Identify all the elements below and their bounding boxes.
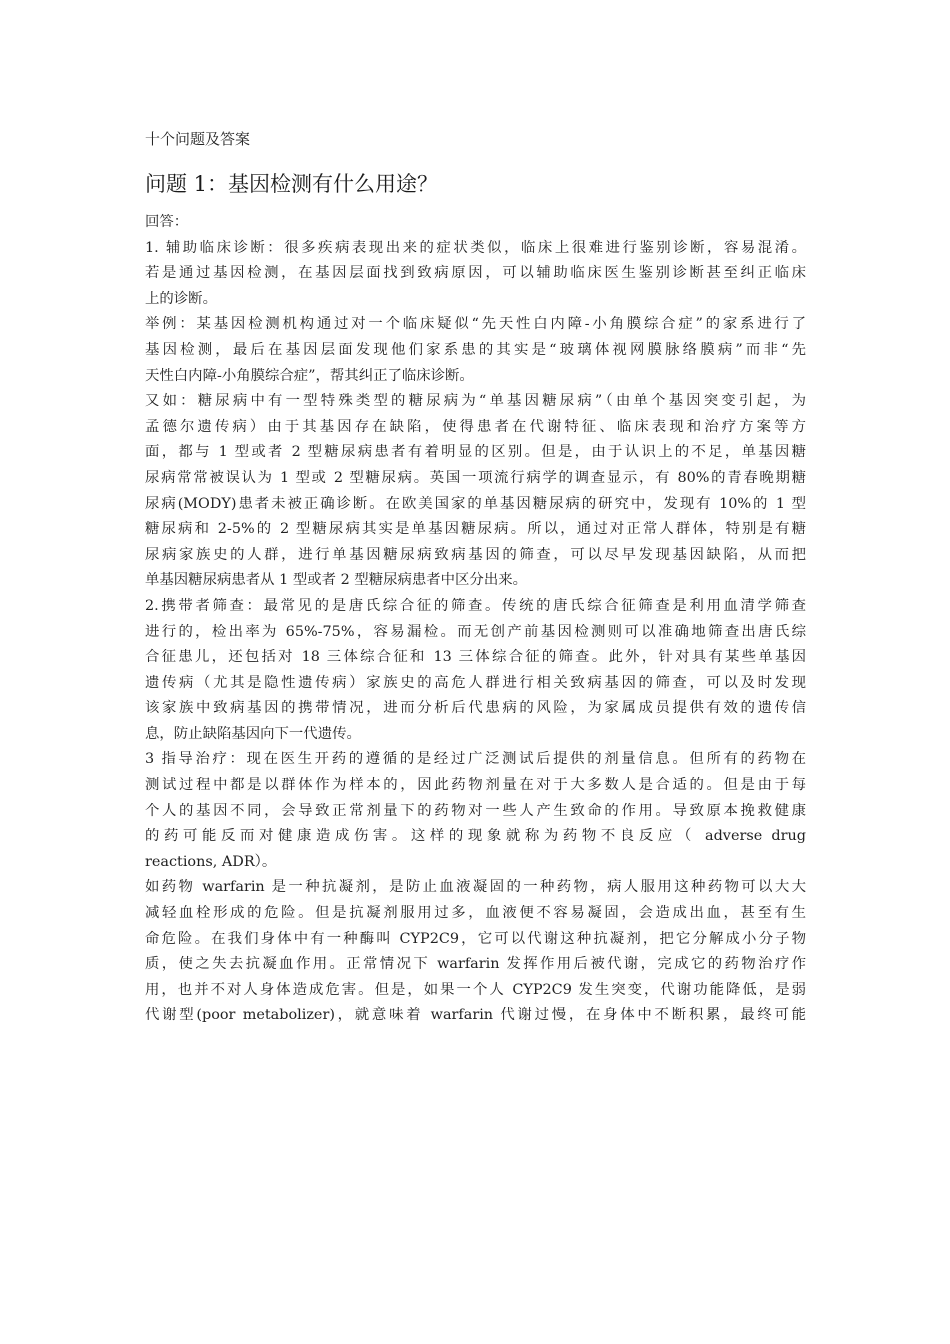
text-line: 遗传病（尤其是隐性遗传病）家族史的高危人群进行相关致病基因的筛查，可以及时发现: [145, 674, 806, 691]
text-line: 天性白内障-小角膜综合症”，帮其纠正了临床诊断。: [145, 367, 474, 384]
text-line: 上的诊断。: [145, 290, 217, 307]
answer-body: [145, 210, 806, 1029]
text-line: 3 指导治疗：现在医生开药的遵循的是经过广泛测试后提供的剂量信息。但所有的药物在: [145, 751, 806, 768]
text-line: 尿病家族史的人群，进行单基因糖尿病致病基因的筛查，可以尽早发现基因缺陷，从而把: [145, 546, 806, 563]
text-line: 若是通过基因检测，在基因层面找到致病原因，可以辅助临床医生鉴别诊断甚至纠正临床: [145, 265, 806, 282]
text-line: 如药物 warfarin 是一种抗凝剂，是防止血液凝固的一种药物，病人服用这种药物可以大大: [145, 879, 806, 896]
text-line: 的药可能反而对健康造成伤害。这样的现象就称为药物不良反应（ adverse drug: [145, 828, 806, 845]
text-line: 单基因糖尿病患者从 1 型或者 2 型糖尿病患者中区分出来。: [145, 572, 527, 589]
text-line: 息，防止缺陷基因向下一代遗传。: [145, 725, 361, 742]
text-line: 面，都与 1 型或者 2 型糖尿病患者有着明显的区别。但是，由于认识上的不足，单基因糖: [145, 444, 806, 461]
document-title: 十个问题及答案: [145, 130, 251, 148]
text-line: 用，也并不对人身体造成危害。但是，如果一个人 CYP2C9 发生突变，代谢功能降低，是弱: [145, 981, 806, 998]
text-line: 代谢型(poor metabolizer)，就意味着 warfarin 代谢过慢，在身体中不断积累，最终可能: [145, 1007, 806, 1024]
text-line: 测试过程中都是以群体作为样本的，因此药物剂量在对于大多数人是合适的。但是由于每: [145, 777, 806, 794]
text-line: 举例：某基因检测机构通过对一个临床疑似“先天性白内障-小角膜综合症”的家系进行了: [145, 316, 806, 333]
text-line: 又如：糖尿病中有一型特殊类型的糖尿病为“单基因糖尿病”（由单个基因突变引起，为: [145, 393, 806, 410]
text-line: 合征患儿，还包括对 18 三体综合征和 13 三体综合征的筛查。此外，针对具有某些单基因: [145, 649, 806, 666]
text-line: 尿病常常被误认为 1 型或 2 型糖尿病。英国一项流行病学的调查显示，有 80%的青春晚期糖: [145, 469, 806, 486]
text-line: 2.携带者筛查：最常见的是唐氏综合征的筛查。传统的唐氏综合征筛查是利用血清学筛查: [145, 597, 806, 614]
question-heading: 问题 1：基因检测有什么用途？: [145, 172, 439, 196]
text-line: 减轻血栓形成的危险。但是抗凝剂服用过多，血液便不容易凝固，会造成出血，甚至有生: [145, 905, 806, 922]
text-line: 孟德尔遗传病）由于其基因存在缺陷，使得患者在代谢特征、临床表现和治疗方案等方: [145, 418, 806, 435]
text-line: 尿病(MODY)患者未被正确诊断。在欧美国家的单基因糖尿病的研究中，发现有 10%的 1 型: [145, 495, 806, 512]
text-line: 个人的基因不同，会导致正常剂量下的药物对一些人产生致命的作用。导致原本挽救健康: [145, 802, 806, 819]
text-line: 糖尿病和 2-5%的 2 型糖尿病其实是单基因糖尿病。所以，通过对正常人群体，特别是有糖: [145, 521, 806, 538]
text-line: 1. 辅助临床诊断：很多疾病表现出来的症状类似，临床上很难进行鉴别诊断，容易混淆。: [145, 239, 806, 256]
text-line: 进行的，检出率为 65%-75%，容易漏检。而无创产前基因检测则可以准确地筛查出唐氏综: [145, 623, 806, 640]
text-line: 回答：: [145, 214, 189, 230]
text-line: 命危险。在我们身体中有一种酶叫 CYP2C9，它可以代谢这种抗凝剂，把它分解成小分子物: [145, 930, 806, 947]
text-line: 质，使之失去抗凝血作用。正常情况下 warfarin 发挥作用后被代谢，完成它的药物治疗作: [145, 956, 806, 973]
text-line: 基因检测，最后在基因层面发现他们家系患的其实是“玻璃体视网膜脉络膜病”而非“先: [145, 341, 806, 358]
text-line: reactions, ADR）。: [145, 853, 277, 870]
text-line: 该家族中致病基因的携带情况，进而分析后代患病的风险，为家属成员提供有效的遗传信: [145, 700, 806, 717]
